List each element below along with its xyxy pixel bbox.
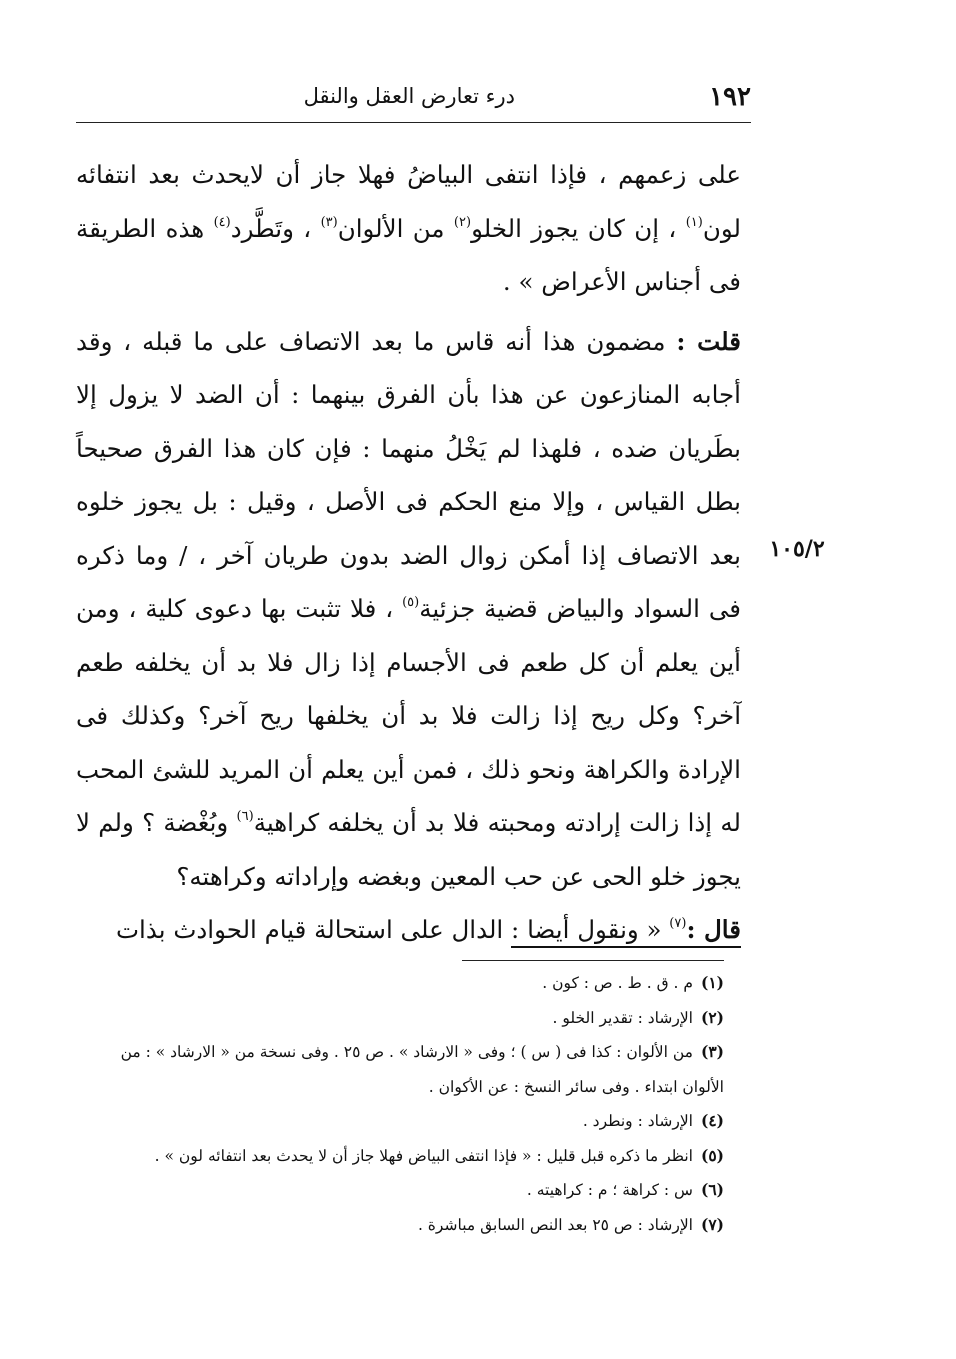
footnote-number: (٣) [700,1042,724,1061]
main-text [76,148,741,957]
paragraph-2 [76,315,741,904]
paragraph-2-text-a: مضمون هذا أنه قاس ما بعد الاتصاف على ما قبله ، وقد أجابه المنازعون عن هذا بأن الفرق بينهما : أن الضد لا يزول إلا بطَريان ضده ، فلهذا لم يَخْلُ منهما : فإن كان هذا الفرق صحيحاً بطل القياس ، وإلا منع الحكم فى الأصل ، وقيل : بل يجوز خلوه بعد الاتصاف إذا أمكن زوال الضد بدون طريان آخر ، / وما ذكره فى السواد والبياض قضية جزئية [76,326,742,623]
footnote-ref-7: (٧) [669,916,687,931]
paragraph-3-text: الدال على استحالة قيام الحوادث بذات [115,915,504,944]
margin-reference: ١٠٥/٢ [769,536,825,562]
paragraph-1 [76,148,741,309]
paragraph-1-text-d: ، وتَطَّرد [230,213,312,243]
footnote-number: (١) [700,973,724,992]
paragraph-2-lead: قلت : [676,326,741,356]
footnote-text: م . ق . ط . ص : كون . [542,974,693,992]
footnote-text: س : كراهة ؛ م : كراهيته . [526,1181,693,1199]
footnote-1 [76,966,724,1001]
paragraph-1-text-c: من الألوان [337,213,445,243]
footnote-number: (٦) [700,1180,724,1199]
footnote-number: (٢) [700,1007,724,1027]
footnote-5 [76,1139,724,1174]
footnote-text: الإرشاد : ونطرد . [582,1112,693,1130]
paragraph-3-underlined: « ونقول أيضا : [511,915,662,944]
footnote-text: من الألوان : كذا فى ( س ) ؛ وفى « الارشاد » . ص ٢٥ . وفى نسخة من « الارشاد » : من الألوان ابتداء . وفى سائر النسخ : عن الأكوان . [120,1043,724,1096]
footnotes [76,966,724,1242]
footnote-7 [76,1208,724,1243]
paragraph-3-underlined-part [511,915,741,948]
footnote-4 [76,1104,724,1139]
header-rule [76,122,751,123]
footnote-ref-1: (١) [685,214,703,230]
page-header [76,68,751,118]
footnote-number: (٤) [700,1111,724,1130]
paragraph-1-text-a: على زعمهم ، فإذا انتفى البياضُ فهلا جاز أن لايحدث بعد انتفائه لون [76,160,741,243]
paragraph-2-text-c: وبُغْضة ؟ ولم لا يجوز خلو الحى عن حب المعين وبغضه وإراداته وكراهته؟ [76,808,741,891]
footnote-6 [76,1173,724,1208]
footnote-ref-4: (٤) [213,214,231,230]
footnote-ref-6: (٦) [236,809,254,824]
footnote-text: الإرشاد : تقدير الخلو . [552,1008,693,1027]
footnote-text: انظر ما ذكره قبل قليل : « فإذا انتفى البياض فهلا جاز أن لا يحدث بعد انتفائه لون » . [154,1146,693,1165]
footnote-3 [76,1035,724,1104]
paragraph-1-text-e: هذه الطريقة فى أجناس الأعراض » . [76,213,741,296]
footnote-number: (٧) [700,1214,724,1234]
paragraph-2-text-b: ، فلا تثبت بها دعوى كلية ، ومن أين يعلم أن كل طعم فى الأجسام إذا زال فلا بد أن يخلفه طعم آخر؟ وكل ريح إذا زالت فلا بد أن يخلفها ريح آخر؟ وكذلك فى الإرادة والكراهة ونحو ذلك ، فمن أين يعلم أن المريد للشئ المحب له إذا زالت إرادته ومحبته فلا بد أن يخلفه كراهية [76,594,741,837]
running-title: درء تعارض العقل والنقل [303,84,515,108]
footnote-2 [76,1001,724,1036]
footnote-number: (٥) [700,1145,724,1165]
footnote-ref-2: (٢) [453,214,472,230]
footnote-ref-5: (٥) [402,595,420,610]
footnote-text: الإرشاد : ص ٢٥ بعد النص السابق مباشرة . [417,1215,693,1234]
footnote-ref-3: (٣) [320,214,338,230]
paragraph-1-text-b: ، إن كان يجوز الخلو [471,213,677,243]
footnotes-rule [462,960,724,961]
paragraph-3 [76,903,741,957]
page-number: ١٩٢ [709,82,751,112]
paragraph-3-lead: قال : [686,915,741,944]
